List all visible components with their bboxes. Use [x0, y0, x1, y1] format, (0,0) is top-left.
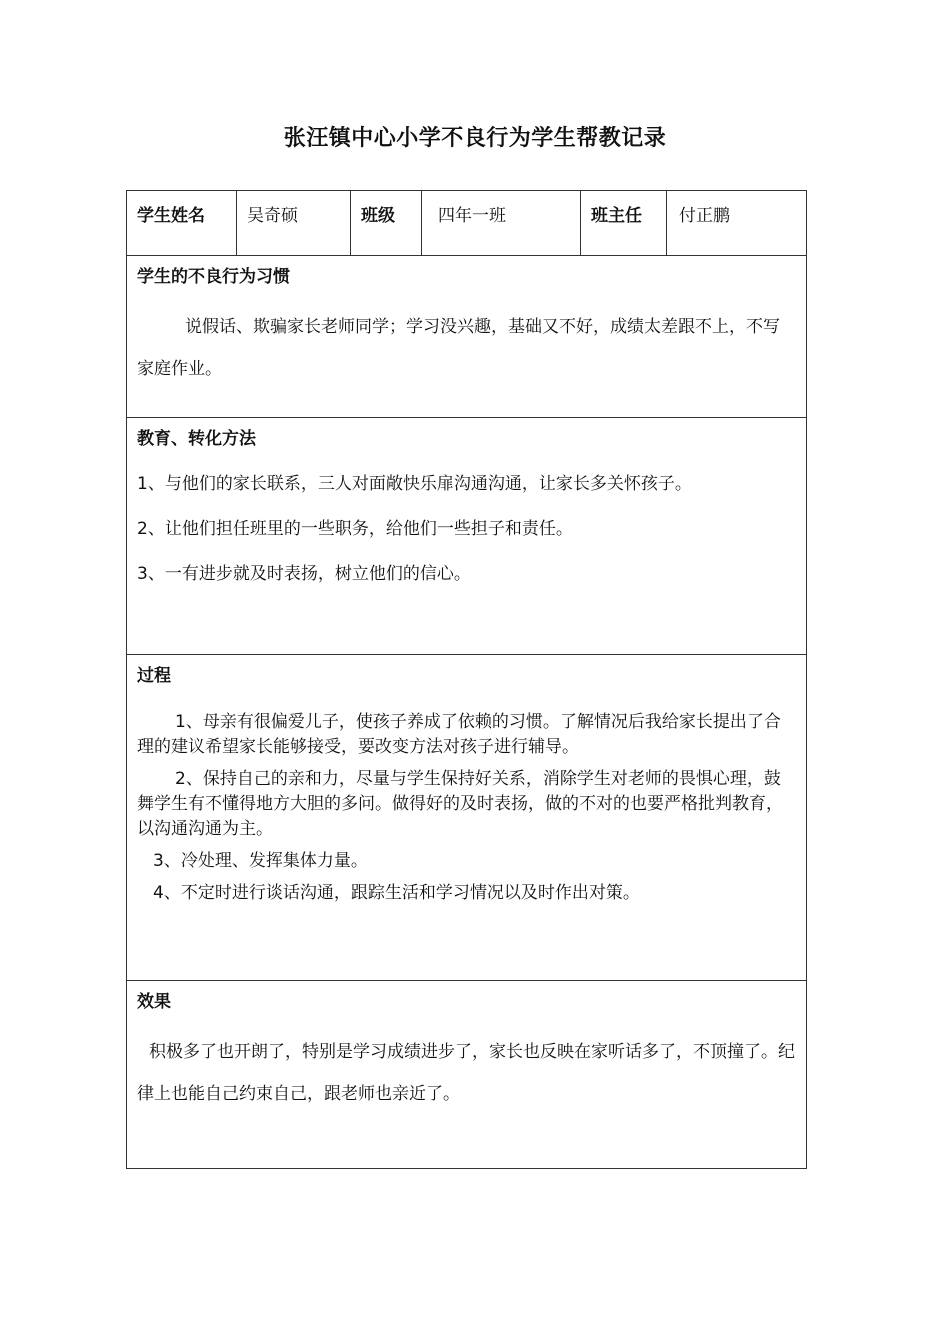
- method-item: 3、一有进步就及时表扬，树立他们的信心。: [137, 564, 471, 584]
- effect-section: [127, 981, 807, 1169]
- student-name-value: 吴奇硕: [237, 191, 351, 256]
- header-row: [127, 191, 807, 256]
- methods-row: [127, 418, 807, 655]
- process-section: [127, 655, 807, 981]
- page-title: 张汪镇中心小学不良行为学生帮教记录: [283, 126, 667, 151]
- method-item: 1、与他们的家长联系，三人对面敞快乐扉沟通沟通，让家长多关怀孩子。: [137, 474, 692, 494]
- habits-title: 学生的不良行为习惯: [137, 267, 290, 287]
- process-item: 1、母亲有很偏爱儿子，使孩子养成了依赖的习惯。了解情况后我给家长提出了合理的建议希望家长能够接受，要改变方法对孩子进行辅导。: [137, 712, 781, 757]
- methods-title: 教育、转化方法: [137, 429, 256, 449]
- methods-section: [127, 418, 807, 655]
- class-value: 四年一班: [422, 191, 581, 256]
- process-row: [127, 655, 807, 981]
- method-item: 2、让他们担任班里的一些职务，给他们一些担子和责任。: [137, 519, 573, 539]
- habits-text: 说假话、欺骗家长老师同学；学习没兴趣，基础又不好，成绩太差跟不上，不写家庭作业。: [137, 317, 780, 379]
- class-label: 班级: [351, 191, 422, 256]
- student-name-label: 学生姓名: [127, 191, 237, 256]
- teacher-label: 班主任: [581, 191, 667, 256]
- process-item: 4、不定时进行谈话沟通，跟踪生活和学习情况以及时作出对策。: [153, 883, 640, 903]
- effect-title: 效果: [137, 992, 171, 1012]
- habits-row: [127, 256, 807, 418]
- process-item: 3、冷处理、发挥集体力量。: [153, 851, 368, 871]
- effect-row: [127, 981, 807, 1169]
- process-title: 过程: [137, 666, 171, 686]
- record-table: [126, 190, 807, 1169]
- process-item: 2、保持自己的亲和力，尽量与学生保持好关系，消除学生对老师的畏惧心理，鼓舞学生有不懂得地方大胆的多问。做得好的及时表扬，做的不对的也要严格批判教育，以沟通沟通为主。: [137, 769, 783, 839]
- teacher-value: 付正鹏: [667, 191, 807, 256]
- habits-section: [127, 256, 807, 418]
- effect-text: 积极多了也开朗了，特别是学习成绩进步了，家长也反映在家听话多了，不顶撞了。纪律上也能自己约束自己，跟老师也亲近了。: [137, 1042, 795, 1104]
